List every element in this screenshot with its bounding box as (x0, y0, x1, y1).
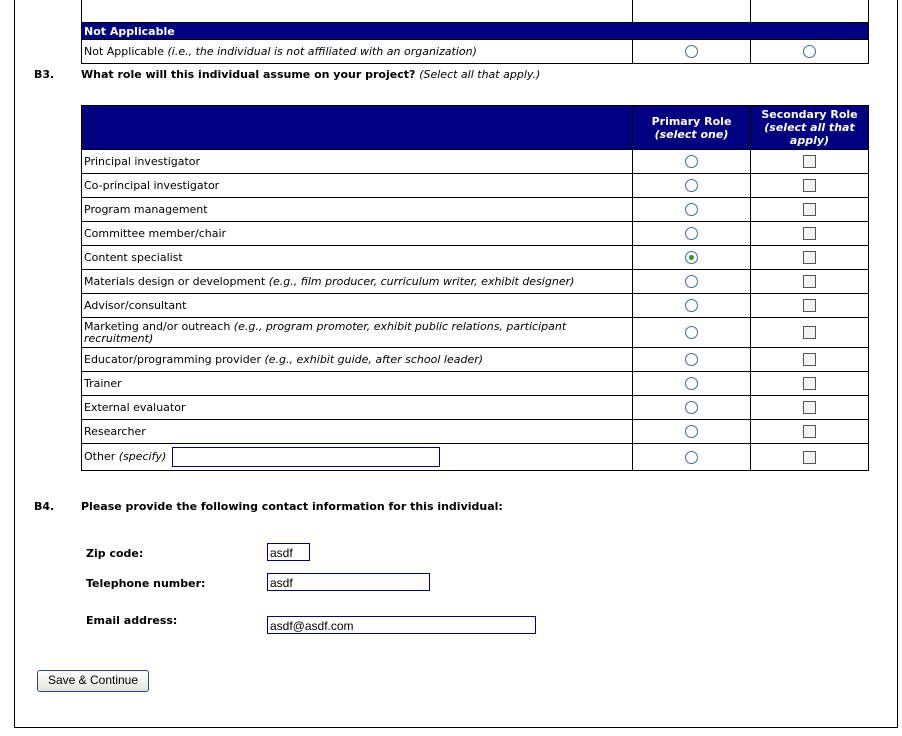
row-note: (i.e., the individual is not affiliated with an organization) (167, 45, 477, 58)
primary-radio-other[interactable] (685, 451, 698, 464)
role-label: Researcher (84, 425, 146, 438)
table-row (82, 40, 869, 64)
secondary-checkbox-other[interactable] (803, 451, 816, 464)
b3-number: B3. (34, 68, 55, 81)
secondary-checkbox[interactable] (803, 377, 816, 390)
role-note: (e.g., film producer, curriculum writer, exhibit designer) (268, 275, 575, 288)
table-row (82, 174, 869, 198)
secondary-checkbox[interactable] (803, 155, 816, 168)
secondary-radio[interactable] (803, 45, 816, 58)
secondary-checkbox[interactable] (803, 425, 816, 438)
b4-question: Please provide the following contact information for this individual: (81, 500, 503, 513)
secondary-checkbox[interactable] (803, 299, 816, 312)
secondary-checkbox[interactable] (803, 353, 816, 366)
other-specify-input[interactable] (172, 447, 440, 467)
role-label: Content specialist (84, 251, 183, 264)
phone-label: Telephone number: (86, 577, 206, 590)
primary-radio[interactable] (685, 353, 698, 366)
role-label: Marketing and/or outreach (84, 319, 231, 333)
b3-question: What role will this individual assume on your project? (Select all that apply.) (81, 68, 541, 81)
secondary-role-header: Secondary Role (select all that apply) (751, 106, 869, 150)
table-row (82, 222, 869, 246)
roles-table (81, 105, 869, 471)
primary-radio[interactable] (685, 326, 698, 339)
secondary-checkbox[interactable] (803, 326, 816, 339)
table-row (82, 318, 869, 348)
role-note: (e.g., exhibit guide, after school leader) (264, 353, 484, 366)
primary-radio[interactable] (685, 251, 698, 264)
affiliation-table (81, 0, 869, 64)
primary-radio[interactable] (685, 377, 698, 390)
primary-radio[interactable] (685, 299, 698, 312)
primary-radio[interactable] (685, 203, 698, 216)
table-row (82, 270, 869, 294)
role-label: Committee member/chair (84, 227, 227, 240)
table-row-other (82, 444, 869, 471)
table-row (82, 396, 869, 420)
header-blank (82, 106, 633, 150)
role-note: (e.g., program promoter, exhibit public relations, participant recruitment) (84, 319, 567, 345)
primary-radio[interactable] (685, 401, 698, 414)
role-label: Educator/programming provider (84, 353, 261, 366)
table-row (82, 372, 869, 396)
table-row (82, 348, 869, 372)
role-label: Advisor/consultant (84, 299, 187, 312)
primary-radio[interactable] (685, 275, 698, 288)
table-row (82, 246, 869, 270)
row-label: Not Applicable (84, 45, 164, 58)
role-label: Principal investigator (84, 155, 201, 168)
zip-label: Zip code: (86, 547, 144, 560)
role-label: Co-principal investigator (84, 179, 220, 192)
table-row (82, 150, 869, 174)
primary-radio[interactable] (685, 425, 698, 438)
secondary-checkbox[interactable] (803, 179, 816, 192)
secondary-checkbox[interactable] (803, 227, 816, 240)
secondary-checkbox[interactable] (803, 401, 816, 414)
role-label: Materials design or development (84, 275, 266, 288)
primary-radio[interactable] (685, 155, 698, 168)
email-label: Email address: (86, 614, 178, 627)
table-row (82, 294, 869, 318)
primary-role-header: Primary Role (select one) (633, 106, 751, 150)
primary-radio[interactable] (685, 179, 698, 192)
zip-input[interactable]: asdf (267, 543, 310, 561)
b4-number: B4. (34, 500, 55, 513)
primary-radio[interactable] (685, 227, 698, 240)
phone-input[interactable]: asdf (267, 573, 430, 591)
other-note: (specify) (118, 450, 167, 463)
email-input[interactable]: asdf@asdf.com (267, 616, 536, 634)
save-continue-button[interactable]: Save & Continue (37, 670, 149, 692)
primary-radio[interactable] (685, 45, 698, 58)
role-label: External evaluator (84, 401, 186, 414)
table-row (82, 198, 869, 222)
secondary-checkbox[interactable] (803, 275, 816, 288)
not-applicable-header: Not Applicable (82, 23, 869, 40)
other-label: Other (84, 450, 116, 463)
table-row (82, 420, 869, 444)
role-label: Program management (84, 203, 208, 216)
secondary-checkbox[interactable] (803, 251, 816, 264)
role-label: Trainer (84, 377, 122, 390)
secondary-checkbox[interactable] (803, 203, 816, 216)
